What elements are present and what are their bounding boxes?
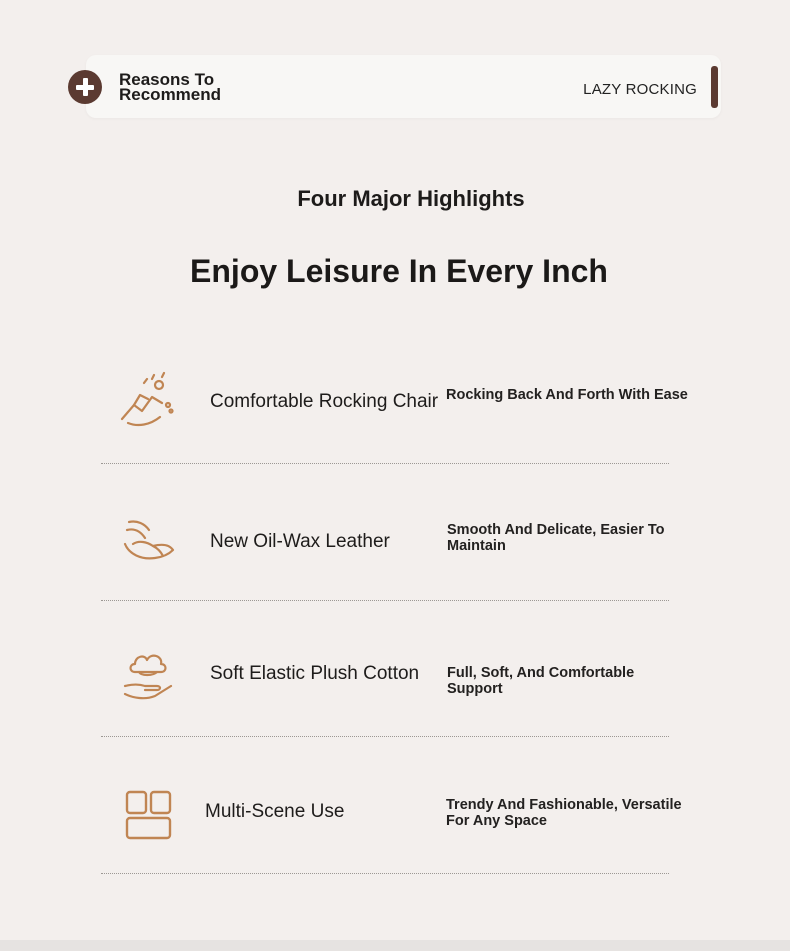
divider: [101, 873, 669, 874]
cotton-hand-icon: [112, 642, 182, 708]
feature-description: Rocking Back And Forth With Ease: [446, 387, 688, 403]
feature-description: Trendy And Fashionable, Versatile For Any Space: [446, 797, 682, 829]
feature-label: New Oil-Wax Leather: [210, 531, 390, 552]
divider: [101, 600, 669, 601]
feature-label: Soft Elastic Plush Cotton: [210, 663, 420, 684]
plus-icon: [68, 70, 102, 104]
rocking-chair-icon: [110, 368, 180, 434]
feature-description: Full, Soft, And Comfortable Support: [447, 665, 635, 697]
accent-bar: [711, 66, 718, 108]
section-title: Enjoy Leisure In Every Inch: [190, 253, 608, 289]
divider: [101, 463, 669, 464]
section-subtitle: Four Major Highlights: [297, 186, 525, 211]
divider: [101, 736, 669, 737]
header-title: Reasons To Recommend: [119, 70, 222, 104]
multi-scene-icon: [114, 782, 184, 848]
feature-label: Multi-Scene Use: [205, 801, 345, 822]
feature-label: Comfortable Rocking Chair: [210, 391, 439, 412]
header-brand: LAZY ROCKING: [583, 81, 697, 98]
bottom-band: [0, 940, 790, 951]
leather-hand-icon: [112, 507, 182, 573]
feature-description: Smooth And Delicate, Easier To Maintain: [447, 522, 665, 554]
